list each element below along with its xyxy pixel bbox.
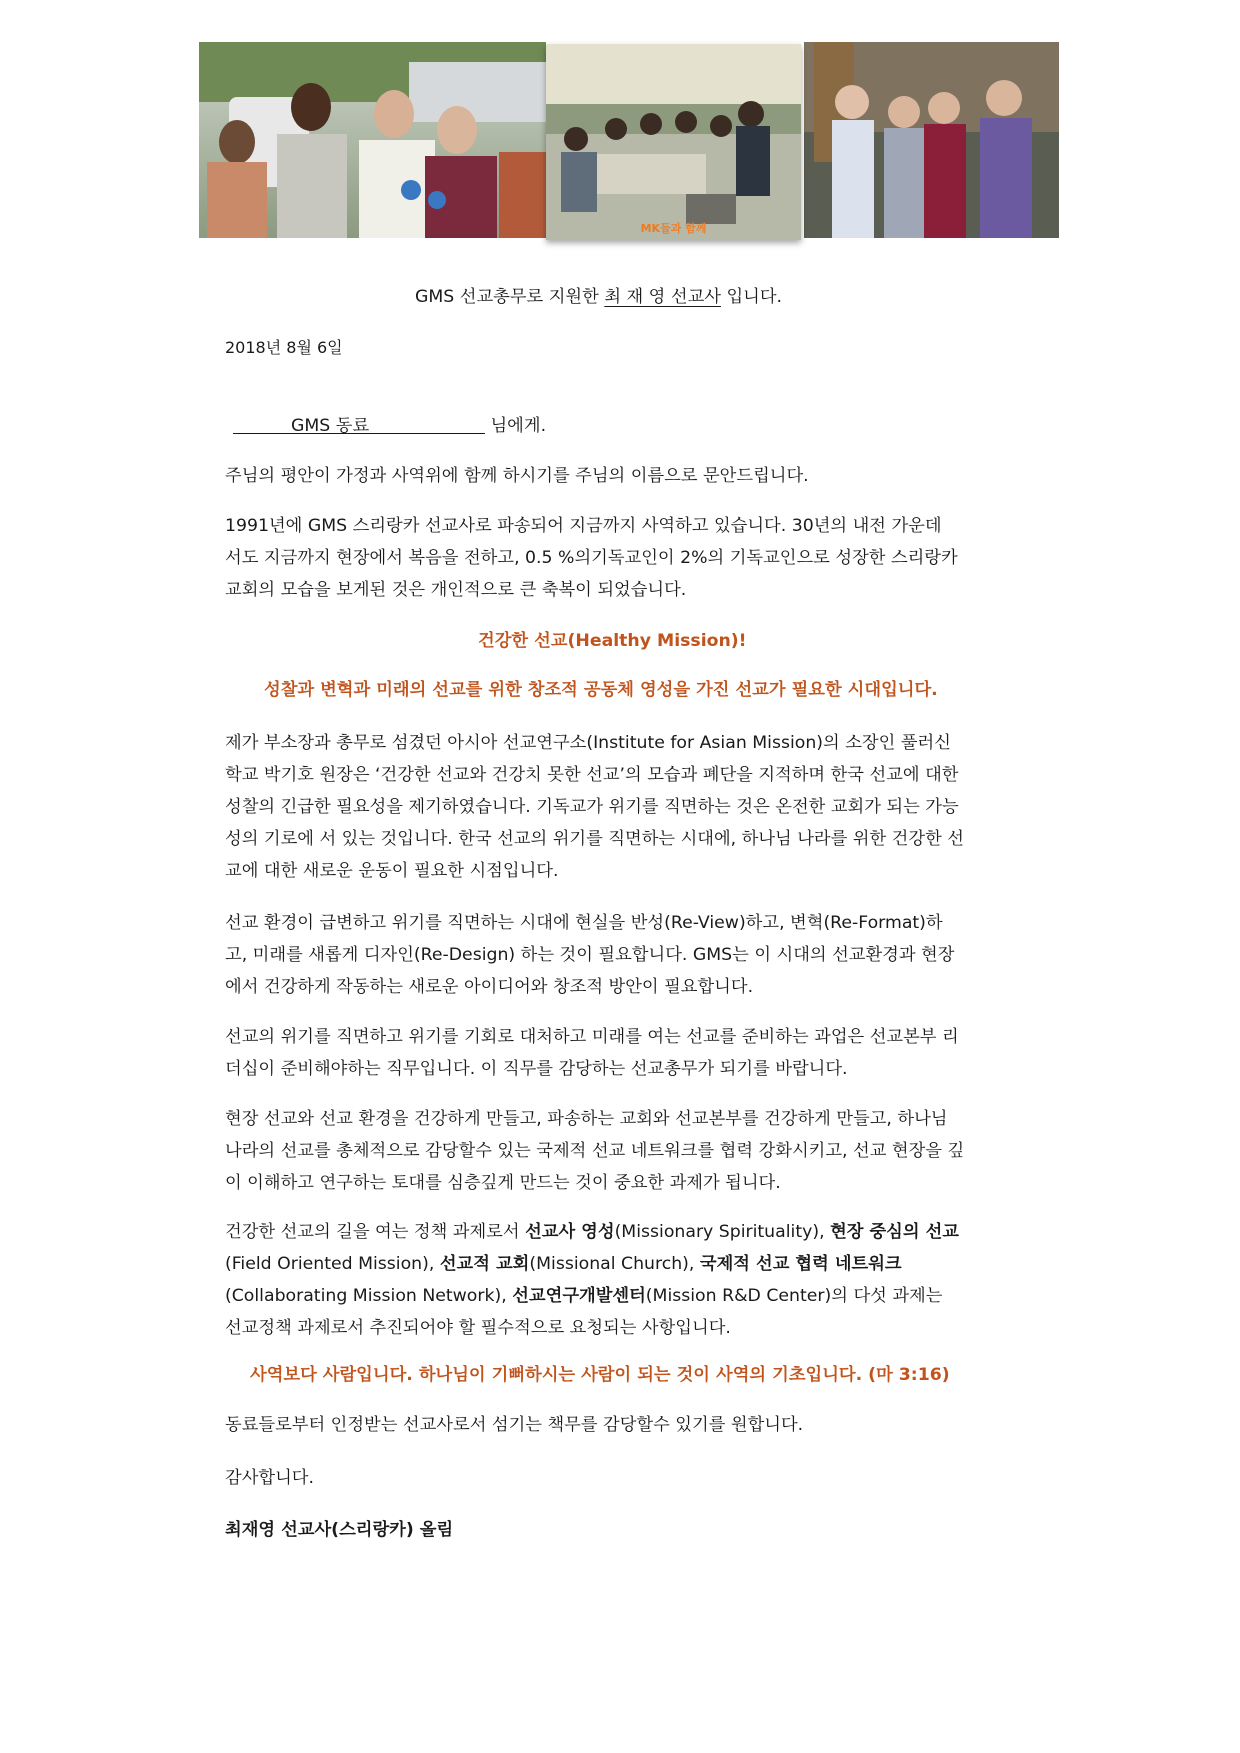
photo-banner	[199, 42, 1059, 238]
policy-missionary-spirituality: 선교사 영성	[525, 1222, 615, 1242]
title-suffix: 입니다.	[720, 287, 783, 307]
policy-missional-church: 선교적 교회	[439, 1254, 530, 1274]
text-line: 나라의 선교를 총체적으로 감당할수 있는 국제적 선교 네트워크를 협력 강화시키고, 선교 현장을 깊	[225, 1141, 965, 1161]
photo-mk-gathering	[546, 44, 801, 240]
heading-healthy-mission: 건강한 선교(Healthy Mission)!	[478, 631, 747, 651]
closing-wish: 동료들로부터 인정받는 선교사로서 섬기는 책무를 감당할수 있기를 원합니다.	[225, 1415, 804, 1435]
text-span: (Missionary Spirituality),	[614, 1222, 831, 1242]
text-line: 서도 지금까지 현장에서 복음을 전하고, 0.5 %의기독교인이 2%의 기독교인으로 성장한 스리랑카	[225, 548, 958, 568]
recipient-name: GMS 동료	[291, 416, 370, 436]
policy-mission-network: 국제적 선교 협력 네트워크	[699, 1254, 902, 1274]
text-line	[225, 1216, 1020, 1248]
salutation	[233, 411, 546, 441]
text-line: 교회의 모습을 보게된 것은 개인적으로 큰 축복이 되었습니다.	[225, 580, 687, 600]
letter-title	[415, 282, 782, 312]
heading-era-statement: 성찰과 변혁과 미래의 선교를 위한 창조적 공동체 영성을 가진 선교가 필요한 시대입니다.	[264, 680, 938, 700]
policy-research-center: 선교연구개발센터	[512, 1286, 646, 1306]
text-line	[225, 1248, 1020, 1280]
text-line: 선교의 위기를 직면하고 위기를 기회로 대처하고 미래를 여는 선교를 준비하는 과업은 선교본부 리	[225, 1027, 959, 1047]
text-span: 건강한 선교의 길을 여는 정책 과제로서	[225, 1222, 526, 1242]
letter-date: 2018년 8월 6일	[225, 338, 343, 357]
text-line: 현장 선교와 선교 환경을 건강하게 만들고, 파송하는 교회와 선교본부를 건강하게 만들고, 하나님	[225, 1109, 948, 1129]
paragraph-4	[225, 1103, 1020, 1199]
text-line: 선교 환경이 급변하고 위기를 직면하는 시대에 현실을 반성(Re-View)하고, 변혁(Re-Format)하	[225, 913, 943, 933]
text-line: 이 이해하고 연구하는 토대를 심층깊게 만드는 것이 중요한 과제가 됩니다.	[225, 1173, 781, 1193]
text-line: 고, 미래를 새롭게 디자인(Re-Design) 하는 것이 필요합니다. GMS는 이 시대의 선교환경과 현장	[225, 945, 955, 965]
paragraph-5	[225, 1216, 1020, 1344]
text-line: 제가 부소장과 총무로 섬겼던 아시아 선교연구소(Institute for Asian Mission)의 소장인 풀러신	[225, 733, 951, 753]
heading-people-over-ministry: 사역보다 사람입니다. 하나님이 기뻐하시는 사람이 되는 것이 사역의 기초입니다. (마 3:16)	[250, 1365, 950, 1385]
text-line: 선교정책 과제로서 추진되어야 할 필수적으로 요청되는 사항입니다.	[225, 1318, 731, 1338]
recipient-blank	[233, 411, 485, 434]
text-line: 더십이 준비해야하는 직무입니다. 이 직무를 감당하는 선교총무가 되기를 바랍니다.	[225, 1059, 848, 1079]
photo-missionaries-outdoor	[199, 42, 546, 238]
candidate-name: 최 재 영 선교사	[604, 287, 721, 307]
text-line: 성의 기로에 서 있는 것입니다. 한국 선교의 위기를 직면하는 시대에, 하나님 나라를 위한 건강한 선	[225, 829, 964, 849]
title-prefix: GMS 선교총무로 지원한	[415, 287, 605, 307]
text-line: 교에 대한 새로운 운동이 필요한 시점입니다.	[225, 861, 559, 881]
paragraph-3	[225, 1021, 1020, 1085]
salutation-suffix: 님에게.	[485, 416, 547, 436]
signature: 최재영 선교사(스리랑카) 올림	[225, 1520, 454, 1540]
text-span: (Field Oriented Mission),	[225, 1254, 440, 1274]
paragraph-2	[225, 907, 1020, 1003]
text-line	[225, 1280, 1020, 1312]
policy-field-oriented-mission: 현장 중심의 선교	[830, 1222, 959, 1242]
text-span: (Mission R&D Center)의 다섯 과제는	[645, 1286, 943, 1306]
greeting: 주님의 평안이 가정과 사역위에 함께 하시기를 주님의 이름으로 문안드립니다.	[225, 466, 809, 486]
photo-group-evening	[804, 42, 1059, 238]
paragraph-1	[225, 727, 1020, 887]
text-span: (Missional Church),	[529, 1254, 700, 1274]
text-line: 1991년에 GMS 스리랑카 선교사로 파송되어 지금까지 사역하고 있습니다. 30년의 내전 가운데	[225, 516, 942, 536]
text-line: 성찰의 긴급한 필요성을 제기하였습니다. 기독교가 위기를 직면하는 것은 온전한 교회가 되는 가능	[225, 797, 959, 817]
text-span: (Collaborating Mission Network),	[225, 1286, 513, 1306]
closing-thanks: 감사합니다.	[225, 1468, 314, 1488]
text-line: 학교 박기호 원장은 ‘건강한 선교와 건강치 못한 선교’의 모습과 폐단을 지적하며 한국 선교에 대한	[225, 765, 959, 785]
text-line: 에서 건강하게 작동하는 새로운 아이디어와 창조적 방안이 필요합니다.	[225, 977, 754, 997]
photo-caption: MK들과 함께	[640, 222, 707, 235]
intro-paragraph	[225, 510, 1020, 606]
